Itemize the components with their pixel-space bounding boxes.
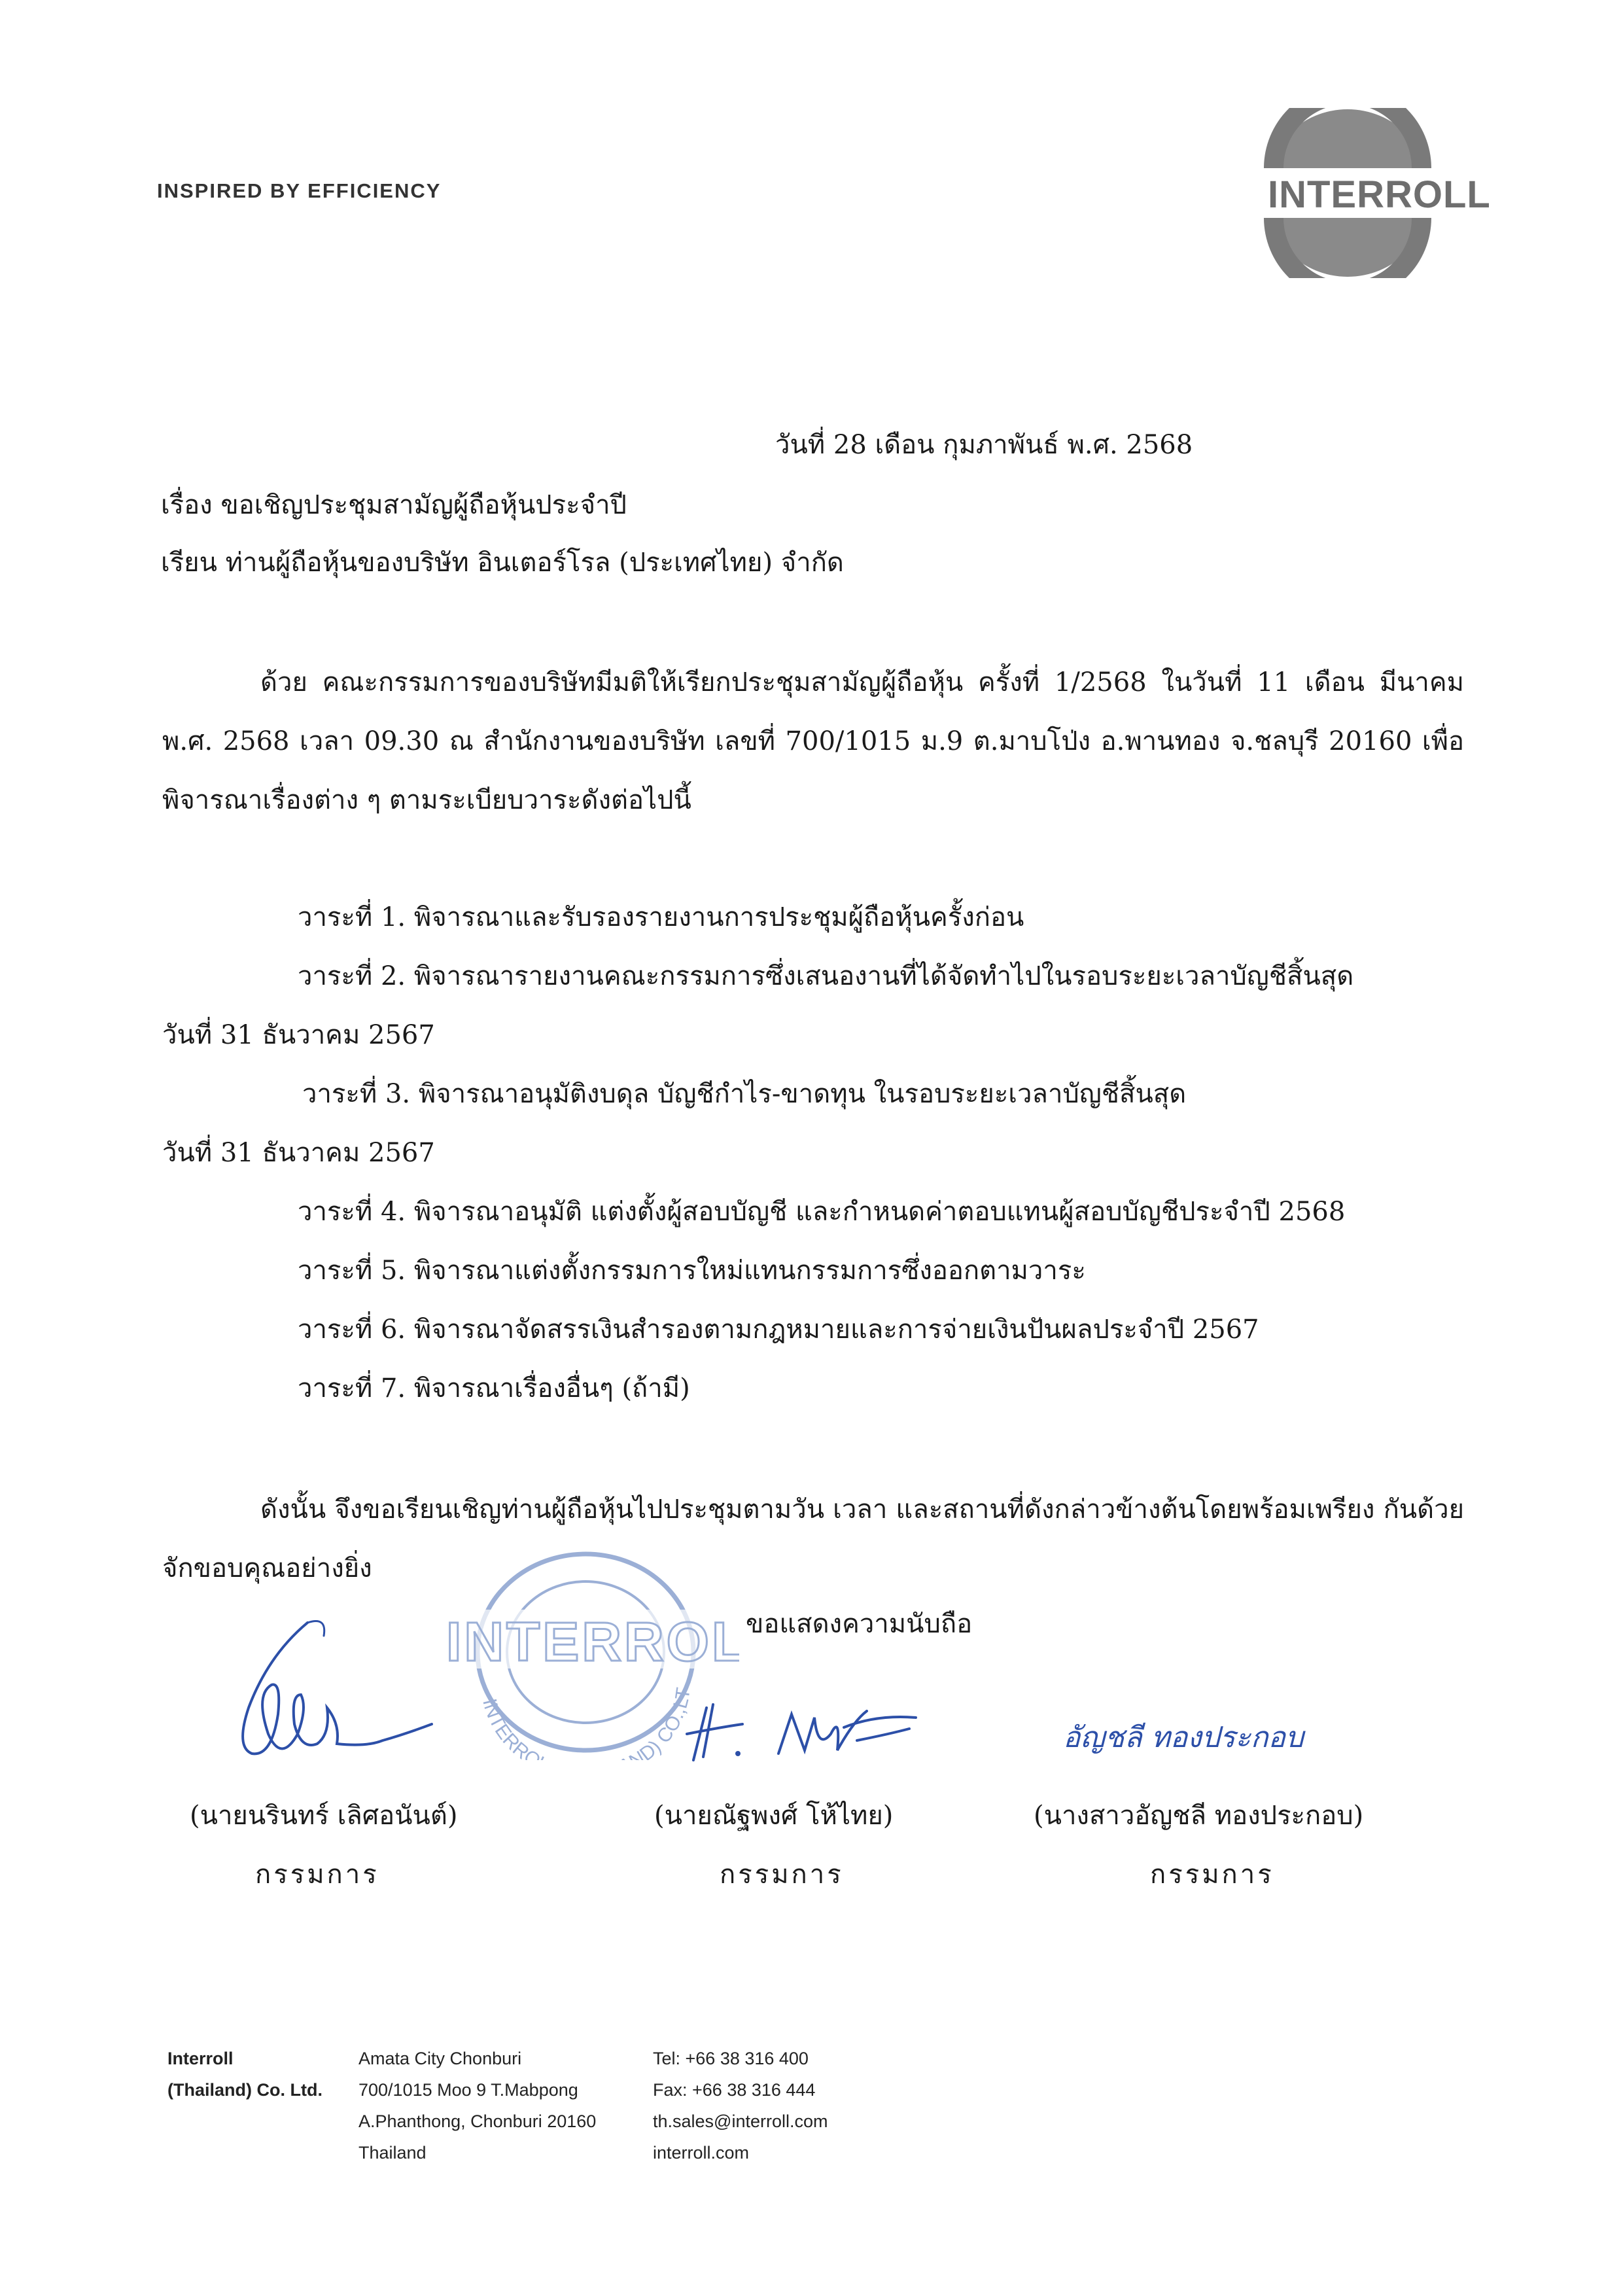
footer-address-line4: Thailand xyxy=(358,2143,427,2163)
letter-recipient: เรียน ท่านผู้ถือหุ้นของบริษัท อินเตอร์โรล (ประเทศไทย) จำกัด xyxy=(161,548,844,578)
signatory-1-role: กรรมการ xyxy=(255,1860,379,1890)
stamp-ring-text: INTERRO ND) CO.,LT xyxy=(478,1686,695,1760)
signatory-2-role: กรรมการ xyxy=(720,1860,844,1890)
footer-web[interactable]: interroll.com xyxy=(653,2143,750,2163)
regards-text: ขอแสดงความนับถือ xyxy=(746,1609,973,1639)
footer-contact xyxy=(653,2043,828,2168)
agenda-item-1: วาระที่ 1. พิจารณาและรับรองรายงานการประชุมผู้ถือหุ้นครั้งก่อน xyxy=(298,902,1024,932)
signatory-1-name: (นายนรินทร์ เลิศอนันต์) xyxy=(190,1801,458,1831)
letter-subject: เรื่อง ขอเชิญประชุมสามัญผู้ถือหุ้นประจำปี xyxy=(161,490,627,520)
stamp-logo-text: INTERROL xyxy=(446,1611,739,1672)
handwritten-signature-icon xyxy=(680,1688,942,1767)
footer-fax: Fax: +66 38 316 444 xyxy=(653,2080,816,2100)
agenda-item-2: วาระที่ 2. พิจารณารายงานคณะกรรมการซึ่งเสนองานที่ได้จัดทำไปในรอบระยะเวลาบัญชีสิ้นสุด xyxy=(298,961,1354,991)
signatory-3-name: (นางสาวอัญชลี ทองประกอบ) xyxy=(1034,1801,1364,1831)
footer-company-line2: (Thailand) Co. Ltd. xyxy=(167,2080,323,2100)
footer-tel: Tel: +66 38 316 400 xyxy=(653,2049,809,2068)
letter-date: วันที่ 28 เดือน กุมภาพันธ์ พ.ศ. 2568 xyxy=(775,430,1193,460)
footer-address-line2: 700/1015 Moo 9 T.Mabpong xyxy=(358,2080,578,2100)
signature-1 xyxy=(209,1610,471,1780)
footer-address xyxy=(358,2043,596,2168)
signature-2 xyxy=(680,1688,942,1767)
agenda-item-6: วาระที่ 6. พิจารณาจัดสรรเงินสำรองตามกฎหมายและการจ่ายเงินปันผลประจำปี 2567 xyxy=(298,1315,1259,1345)
closing-paragraph: ดังนั้น จึงขอเรียนเชิญท่านผู้ถือหุ้นไปประชุมตามวัน เวลา และสถานที่ดังกล่าวข้างต้นโดยพร้อมเพรียง กันด้วย จักขอบคุณอย่างยิ่ง xyxy=(162,1494,1464,1583)
agenda-item-7: วาระที่ 7. พิจารณาเรื่องอื่นๆ (ถ้ามี) xyxy=(298,1373,690,1404)
footer-address-line1: Amata City Chonburi xyxy=(358,2049,522,2068)
signatory-2-name: (นายณัฐพงศ์ โห้ไทย) xyxy=(654,1801,894,1831)
intro-paragraph: ด้วย คณะกรรมการของบริษัทมีมติให้เรียกประชุมสามัญผู้ถือหุ้น ครั้งที่ 1/2568 ในวันที่ 11 เดือน มีนาคม พ.ศ. 2568 เวลา 09.30 ณ สำนักงานของบริษัท เลขที่ 700/1015 ม.9 ต.มาบโป่ง อ.พานทอง จ.ชลบุรี 20160 เพื่อพิจารณาเรื่องต่าง ๆ ตามระเบียบวาระดังต่อไปนี้ xyxy=(162,667,1464,815)
footer-email[interactable]: th.sales@interroll.com xyxy=(653,2111,828,2131)
handwritten-signature-icon xyxy=(209,1610,471,1780)
agenda-item-3-cont: วันที่ 31 ธันวาคม 2567 xyxy=(162,1138,435,1168)
company-logo xyxy=(1249,108,1524,278)
interroll-logo-icon xyxy=(1249,108,1524,278)
signatory-3-role: กรรมการ xyxy=(1150,1860,1274,1890)
logo-text: INTERROLL xyxy=(1268,173,1491,216)
footer-company xyxy=(167,2043,323,2106)
footer-company-line1: Interroll xyxy=(167,2049,234,2068)
agenda-item-3: วาระที่ 3. พิจารณาอนุมัติงบดุล บัญชีกำไร-ขาดทุน ในรอบระยะเวลาบัญชีสิ้นสุด xyxy=(302,1079,1187,1109)
tagline: INSPIRED BY EFFICIENCY xyxy=(157,179,442,202)
agenda-item-4: วาระที่ 4. พิจารณาอนุมัติ แต่งตั้งผู้สอบบัญชี และกำหนดค่าตอบแทนผู้สอบบัญชีประจำปี 2568 xyxy=(298,1197,1346,1227)
signature-3: อัญชลี ทองประกอบ xyxy=(1063,1721,1304,1754)
footer-address-line3: A.Phanthong, Chonburi 20160 xyxy=(358,2111,597,2131)
agenda-item-2-cont: วันที่ 31 ธันวาคม 2567 xyxy=(162,1020,435,1050)
agenda-item-5: วาระที่ 5. พิจารณาแต่งตั้งกรรมการใหม่แทนกรรมการซึ่งออกตามวาระ xyxy=(298,1256,1086,1286)
